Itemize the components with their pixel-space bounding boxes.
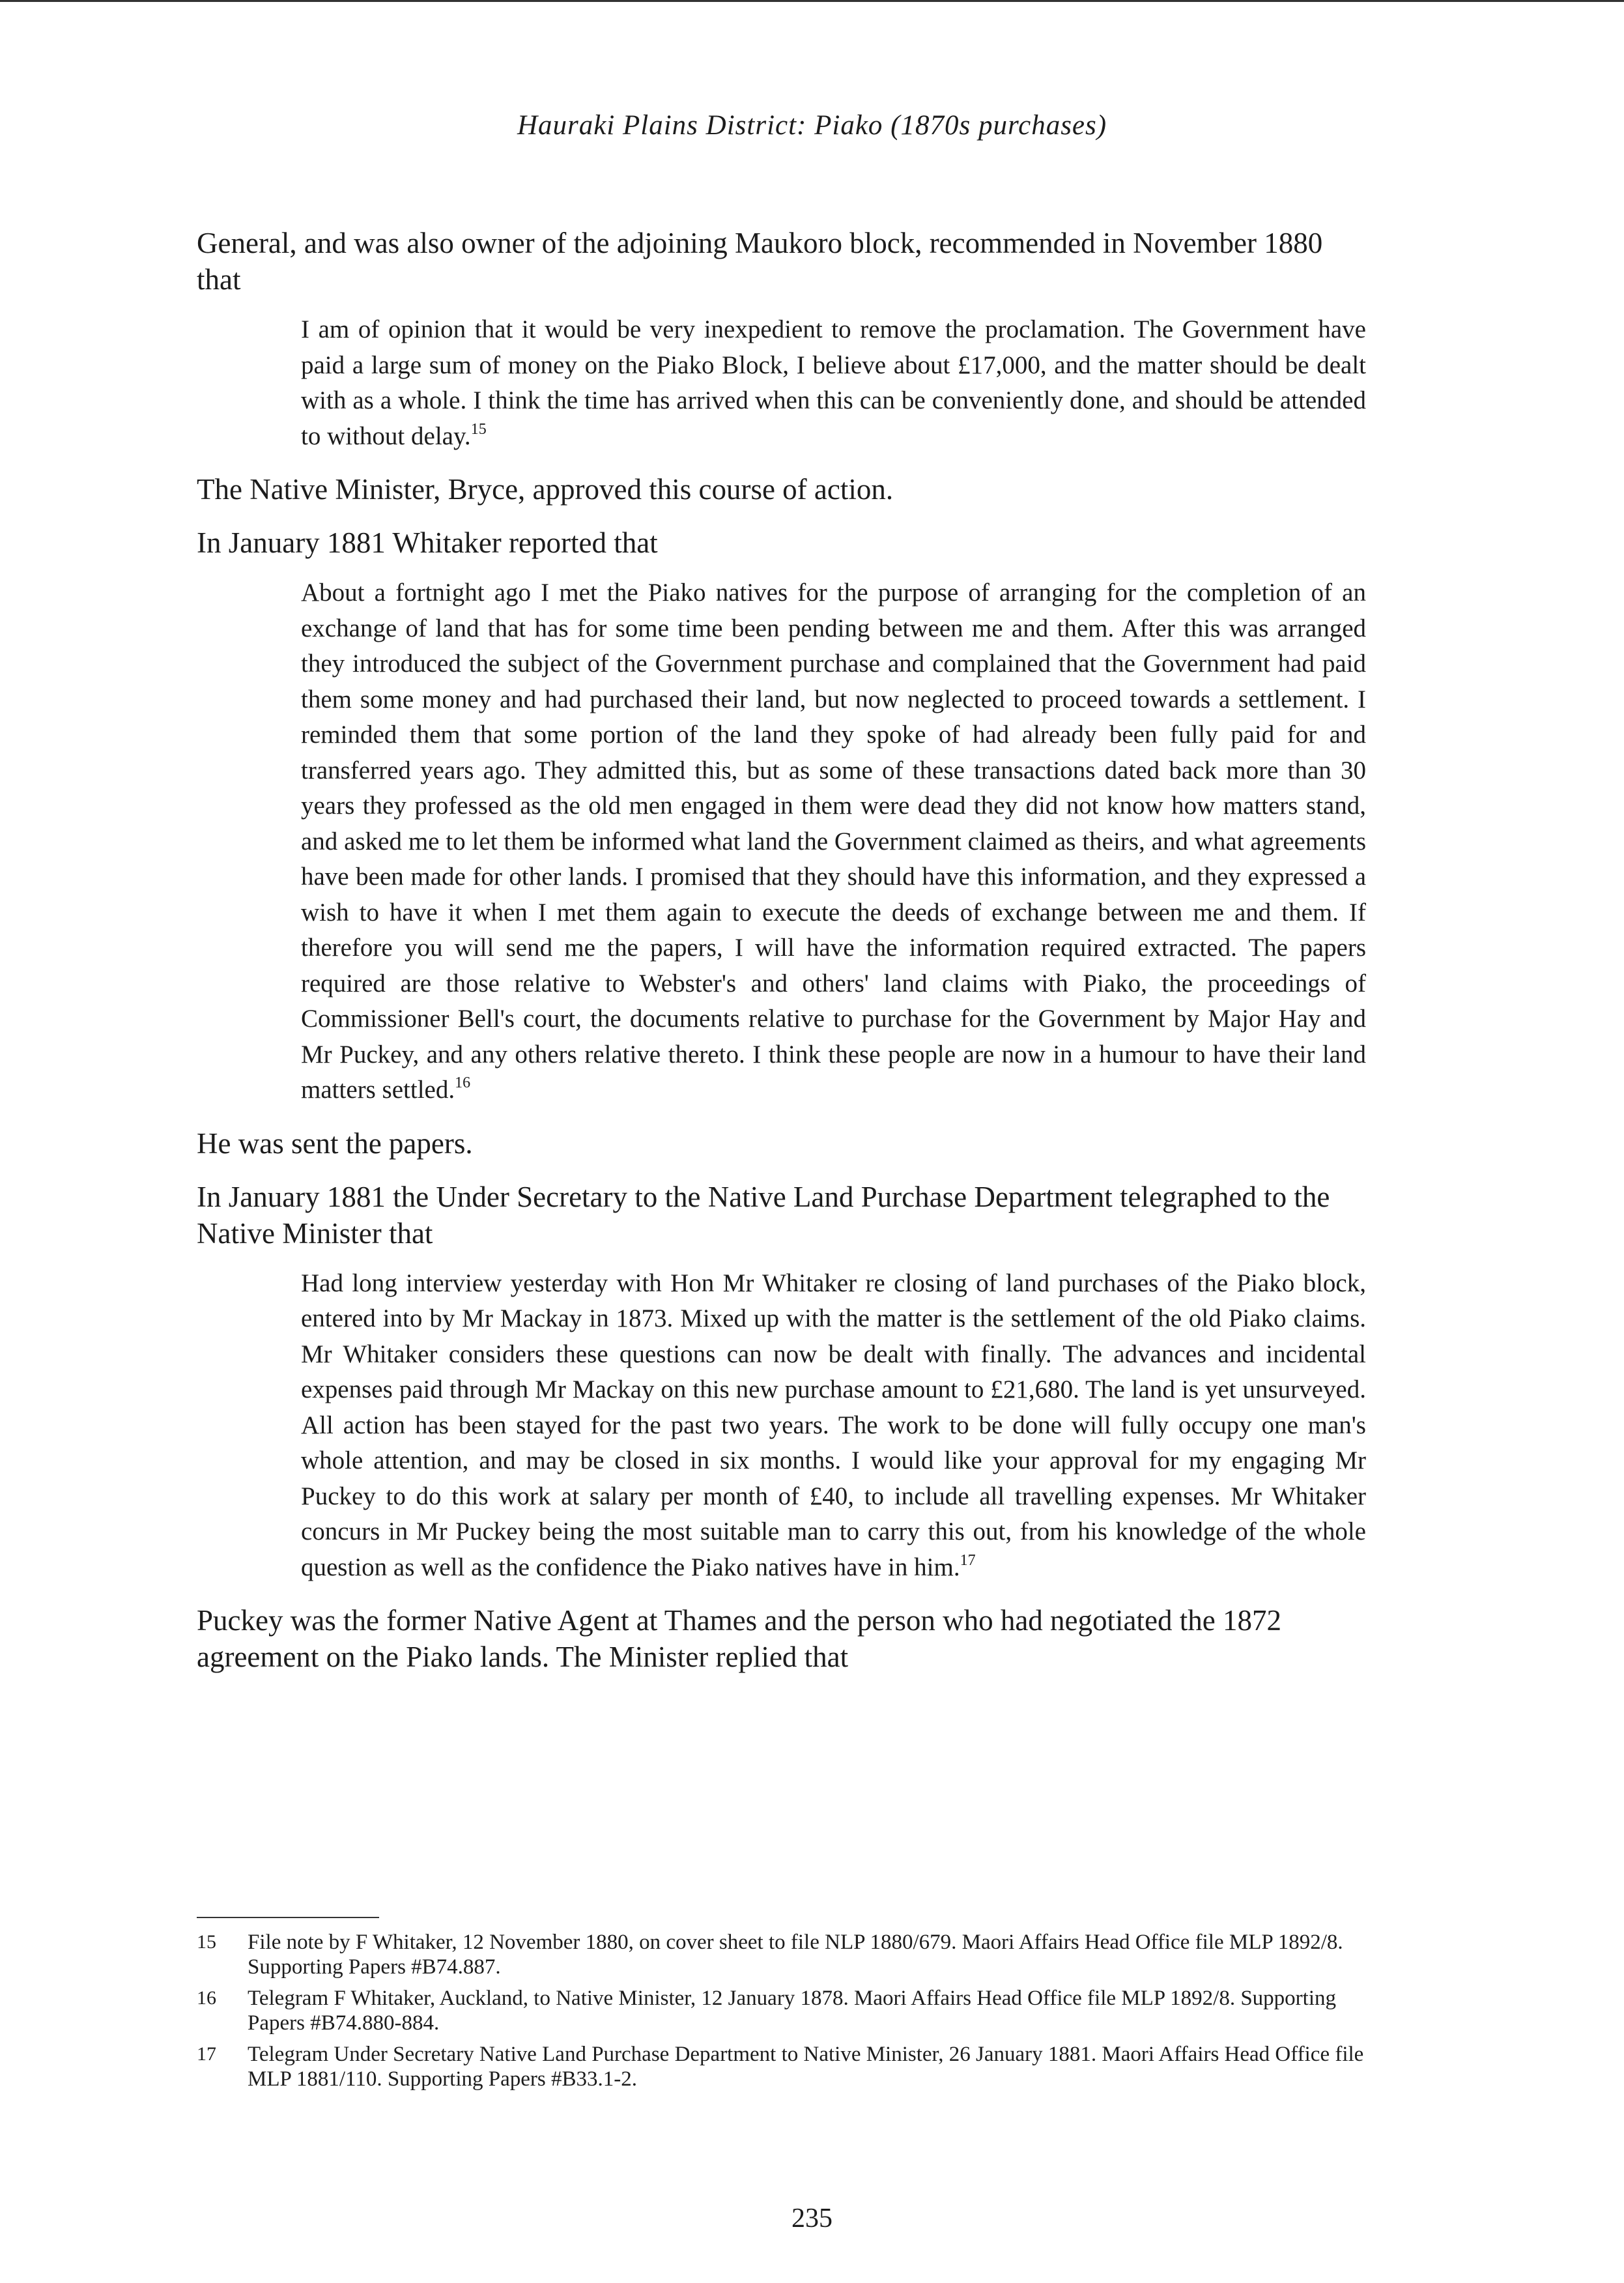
footnote-number: 17 bbox=[197, 2043, 216, 2065]
paragraph: In January 1881 the Under Secretary to the Native Land Purchase Department telegraphed to the Native Minister that bbox=[197, 1180, 1330, 1250]
footnote-number: 16 bbox=[197, 1987, 216, 2009]
page-number: 235 bbox=[791, 2204, 833, 2233]
footnote bbox=[197, 1986, 1366, 2035]
main-text bbox=[197, 225, 1366, 1692]
block-quote bbox=[301, 312, 1366, 454]
paragraph: He was sent the papers. bbox=[197, 1127, 473, 1160]
quote-text: I am of opinion that it would be very inexpedient to remove the proclamation. The Government have paid a large sum of money on the Piako Block, I believe about £17,000, and the matter should be dealt with as a whole. I think the time has arrived when this can be conveniently done, and should be attended to without delay. bbox=[301, 315, 1366, 450]
running-header: Hauraki Plains District: Piako (1870s purchases) bbox=[517, 110, 1107, 141]
quote-text: About a fortnight ago I met the Piako natives for the purpose of arranging for the completion of an exchange of land that has for some time been pending between me and them. After this was arranged they introduced the subject of the Government purchase and complained that the Government had paid them some money and had purchased their land, but now neglected to proceed towards a settlement. I reminded them that some portion of the land they spoke of had already been fully paid for and transferred years ago. They admitted this, but as some of these transactions dated back more than 30 years they professed as the old men engaged in them were dead they did not know how matters stand, and asked me to let them be informed what land the Government claimed as theirs, and what agreements have been made for other lands. I promised that they should have this information, and they expressed a wish to have it when I met them again to execute the deeds of exchange between me and them. If therefore you will send me the papers, I will have the information required extracted. The papers required are those relative to Webster's and others' land claims with Piako, the proceedings of Commissioner Bell's court, the documents relative to purchase for the Government by Major Hay and Mr Puckey, and any others relative thereto. I think these people are now in a humour to have their land matters settled. bbox=[301, 579, 1366, 1104]
footnote-ref: 16 bbox=[455, 1074, 471, 1091]
paragraph: The Native Minister, Bryce, approved this course of action. bbox=[197, 473, 894, 506]
quote-text: Had long interview yesterday with Hon Mr Whitaker re closing of land purchases of the Piako block, entered into by Mr Mackay in 1873. Mixed up with the matter is the settlement of the old Piako claims. Mr Whitaker considers these questions can now be dealt with finally. The advances and incidental expenses paid through Mr Mackay on this new purchase amount to £21,680. The land is yet unsurveyed. All action has been stayed for the past two years. The work to be done will fully occupy one man's whole attention, and may be closed in six months. I would like your approval for my engaging Mr Puckey to do this work at salary per month of £40, to include all travelling expenses. Mr Whitaker concurs in Mr Puckey being the most suitable man to carry this out, from his knowledge of the whole question as well as the confidence the Piako natives have in him. bbox=[301, 1269, 1366, 1581]
top-rule bbox=[0, 0, 1624, 2]
footnote bbox=[197, 1930, 1366, 1979]
footnote-number: 15 bbox=[197, 1931, 216, 1953]
footnote bbox=[197, 2042, 1366, 2091]
footnote-ref: 17 bbox=[960, 1551, 976, 1569]
paragraph: In January 1881 Whitaker reported that bbox=[197, 526, 658, 559]
paragraph: Puckey was the former Native Agent at Thames and the person who had negotiated the 1872 agreement on the Piako lands. The Minister replied that bbox=[197, 1604, 1281, 1673]
block-quote bbox=[301, 1266, 1366, 1586]
footnote-text: Telegram F Whitaker, Auckland, to Native Minister, 12 January 1878. Maori Affairs Head Office file MLP 1892/8. Supporting Papers #B74.880-884. bbox=[248, 1987, 1336, 2035]
footnotes bbox=[197, 1930, 1366, 2098]
footnote-divider bbox=[197, 1917, 379, 1918]
footnote-text: Telegram Under Secretary Native Land Purchase Department to Native Minister, 26 January 1881. Maori Affairs Head Office file MLP 1881/110. Supporting Papers #B33.1-2. bbox=[248, 2043, 1364, 2091]
footnote-text: File note by F Whitaker, 12 November 1880, on cover sheet to file NLP 1880/679. Maori Affairs Head Office file MLP 1892/8. Supporting Papers #B74.887. bbox=[248, 1931, 1343, 1979]
footnote-ref: 15 bbox=[470, 420, 487, 438]
paragraph: General, and was also owner of the adjoining Maukoro block, recommended in November 1880 that bbox=[197, 227, 1323, 296]
block-quote bbox=[301, 575, 1366, 1108]
